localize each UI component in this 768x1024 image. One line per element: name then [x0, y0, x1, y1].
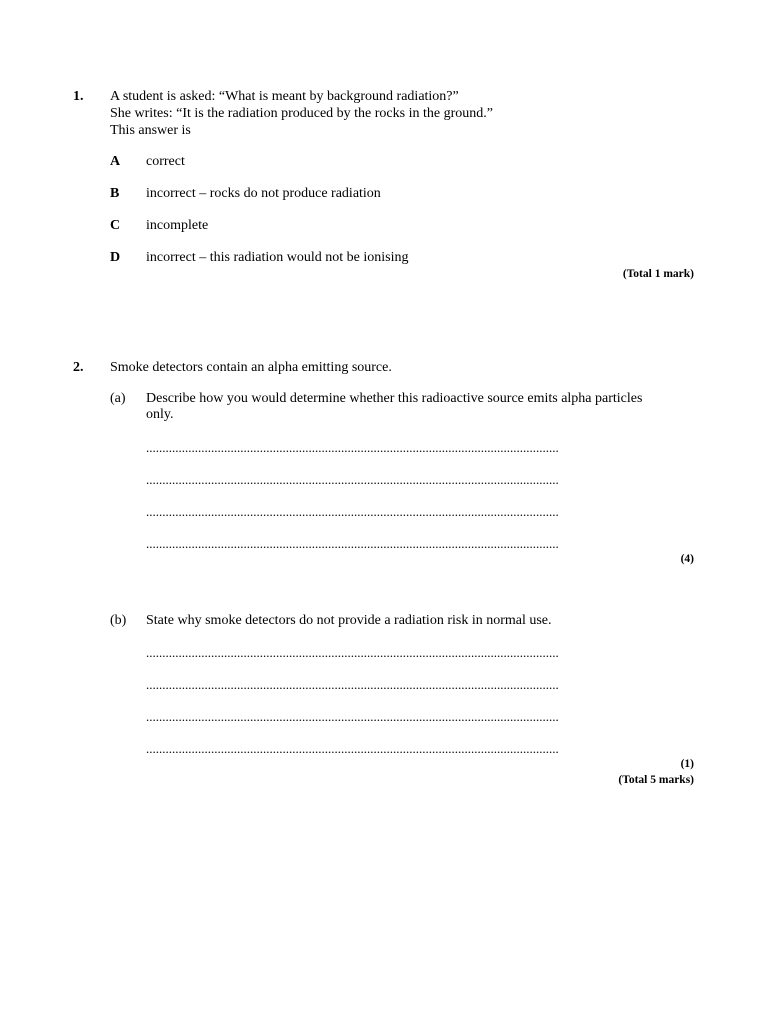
- part-a-text-line-1: Describe how you would determine whether this radioactive source emits alpha particles: [146, 391, 643, 406]
- part-a-answer-line-4[interactable]: ...............................................................................................................................: [146, 536, 559, 551]
- option-c-text: incomplete: [146, 218, 209, 233]
- part-b-answer-line-4[interactable]: ...............................................................................................................................: [146, 741, 559, 756]
- question-2-total-marks: (Total 5 marks): [618, 774, 694, 786]
- question-1-stem-line-2: She writes: “It is the radiation produced by the rocks in the ground.”: [110, 106, 493, 121]
- question-2-number: 2.: [73, 360, 84, 375]
- question-1-stem-line-1: A student is asked: “What is meant by background radiation?”: [110, 89, 459, 104]
- part-a-answer-line-2[interactable]: ...............................................................................................................................: [146, 472, 559, 487]
- question-2-stem: Smoke detectors contain an alpha emitting source.: [110, 360, 392, 375]
- option-b-letter: B: [110, 186, 120, 201]
- part-b-answer-line-2[interactable]: ...............................................................................................................................: [146, 677, 559, 692]
- part-a-marks: (4): [680, 553, 694, 565]
- option-b-text: incorrect – rocks do not produce radiation: [146, 186, 381, 201]
- option-d-text: incorrect – this radiation would not be ionising: [146, 250, 409, 265]
- part-a-answer-line-1[interactable]: ...............................................................................................................................: [146, 440, 559, 455]
- part-a-answer-line-3[interactable]: ...............................................................................................................................: [146, 504, 559, 519]
- part-b-marks: (1): [680, 758, 694, 770]
- part-a-text-line-2: only.: [146, 407, 174, 422]
- part-b-label: (b): [110, 613, 127, 628]
- part-b-answer-line-1[interactable]: ...............................................................................................................................: [146, 645, 559, 660]
- question-1-number: 1.: [73, 89, 84, 104]
- question-1-total-marks: (Total 1 mark): [622, 268, 694, 280]
- option-d-letter: D: [110, 250, 121, 265]
- part-b-answer-line-3[interactable]: ...............................................................................................................................: [146, 709, 559, 724]
- option-a-letter: A: [110, 154, 121, 169]
- part-a-label: (a): [110, 391, 126, 406]
- option-c-letter: C: [110, 218, 121, 233]
- question-1-stem-line-3: This answer is: [110, 123, 191, 138]
- part-b-text: State why smoke detectors do not provide a radiation risk in normal use.: [146, 613, 552, 628]
- option-a-text: correct: [146, 154, 185, 169]
